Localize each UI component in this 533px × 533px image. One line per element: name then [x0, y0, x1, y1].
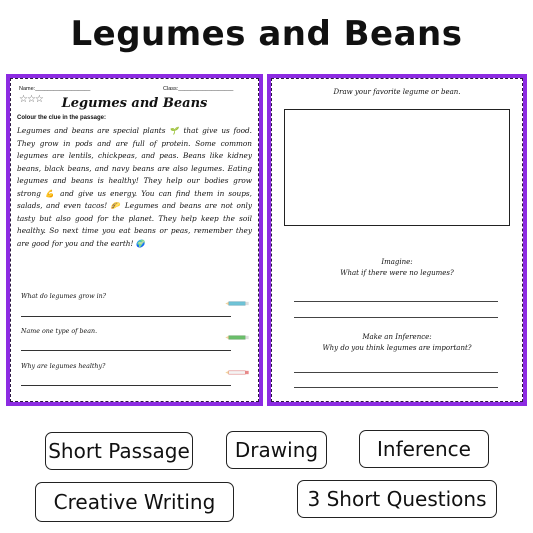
tag-short-passage: Short Passage — [45, 432, 193, 470]
answer-line[interactable] — [294, 317, 498, 318]
tag-creative-writing: Creative Writing — [35, 482, 234, 522]
pencil-icon — [223, 370, 251, 375]
drawing-worksheet — [267, 74, 527, 406]
answer-line[interactable] — [294, 372, 498, 373]
worksheet-title: Legumes and Beans — [61, 96, 208, 111]
imagine-question: What if there were no legumes? — [340, 269, 454, 277]
worksheet-page — [271, 78, 523, 402]
answer-line[interactable] — [294, 387, 498, 388]
answer-line-2[interactable] — [21, 350, 231, 351]
answer-line[interactable] — [294, 301, 498, 302]
tag-short-questions: 3 Short Questions — [297, 480, 497, 518]
page-title: Legumes and Beans — [70, 14, 463, 54]
pencil-icon — [223, 335, 251, 340]
class-label: Class:__________________ — [163, 86, 234, 92]
question-3: Why are legumes healthy? — [21, 363, 106, 370]
imagine-label: Imagine: — [381, 258, 413, 266]
question-1: What do legumes grow in? — [21, 293, 107, 300]
reading-passage: Legumes and beans are special plants 🌱 that give us food. They grow in pods and are full of protein. Some common legumes are lentils, chickpeas, and peas. Beans like kidney beans, black beans, and navy beans are also legumes. Eating legumes and beans is healthy! They help our bodies grow strong 💪 and give us energy. You can find them in soups, salads, and even tacos! 🌮 Legumes and beans are not only tasty but also good for the planet. They help keep the soil healthy. So next time you eat beans or peas, remember they are good for you and the earth! 🌍 — [17, 126, 252, 248]
inference-question: Why do you think legumes are important? — [322, 344, 472, 352]
drawing-area[interactable] — [284, 109, 510, 226]
tag-drawing: Drawing — [226, 431, 327, 469]
question-2: Name one type of bean. — [21, 328, 98, 335]
star-rating-icon: ☆☆☆ — [19, 94, 43, 105]
worksheet-page — [10, 78, 259, 402]
tag-inference: Inference — [359, 430, 489, 468]
draw-prompt: Draw your favorite legume or bean. — [333, 88, 461, 96]
name-label: Name:__________________ — [19, 86, 91, 92]
passage-worksheet — [6, 74, 263, 406]
answer-line-1[interactable] — [21, 316, 231, 317]
pencil-icon — [223, 301, 251, 306]
inference-label: Make an Inference: — [362, 333, 432, 341]
instruction-text: Colour the clue in the passage: — [17, 115, 107, 121]
answer-line-3[interactable] — [21, 385, 231, 386]
